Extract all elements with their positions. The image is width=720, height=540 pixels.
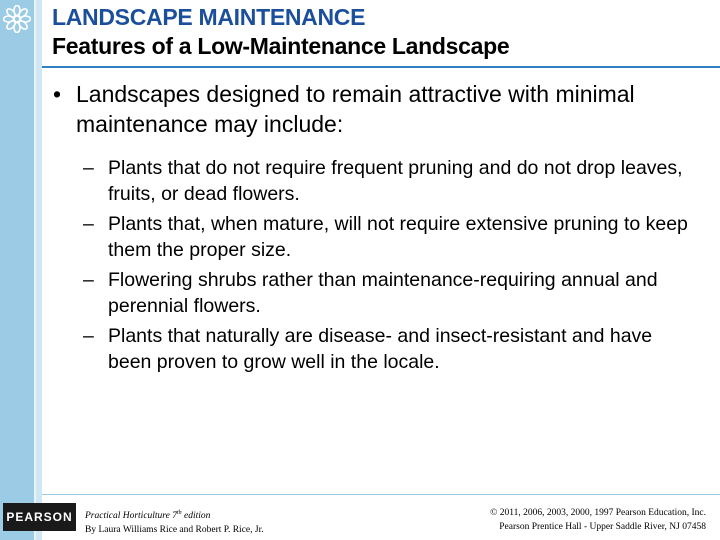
pearson-logo: PEARSON [3,503,76,531]
bullet-marker: • [53,81,62,107]
sub-bullet-text: Flowering shrubs rather than maintenance-requiring annual and perennial flowers. [108,269,658,317]
sub-bullet [83,323,692,375]
footer-book-info [85,506,264,537]
slide-title: LANDSCAPE MAINTENANCE [52,4,366,30]
sub-bullet [83,155,692,207]
publisher-text: Pearson Prentice Hall - Upper Saddle River, NJ 07458 [499,522,706,532]
flower-asterisk-icon [3,5,31,33]
sidebar-band [0,0,34,540]
main-bullet-text: Landscapes designed to remain attractive with minimal maintenance may include: [76,81,635,137]
main-bullet [52,79,692,139]
book-title [85,506,264,523]
book-title-text: Practical Horticulture 7 [85,511,177,522]
footer-divider [42,494,720,495]
sub-bullet [83,267,692,319]
dash-marker: – [83,325,94,347]
slide-subtitle: Features of a Low-Maintenance Landscape [52,33,510,59]
dash-marker: – [83,269,94,291]
sub-bullet-text: Plants that naturally are disease- and insect-resistant and have been proven to grow well in the locale. [108,325,653,373]
copyright-text: © 2011, 2006, 2003, 2000, 1997 Pearson Education, Inc. [490,508,706,518]
sub-bullet-list [52,155,692,375]
footer-copyright [490,506,706,534]
book-authors: By Laura Williams Rice and Robert P. Rice, Jr. [85,525,264,536]
book-edition-text: edition [181,511,211,522]
dash-marker: – [83,157,94,179]
dash-marker: – [83,213,94,235]
sub-bullet-text: Plants that, when mature, will not require extensive pruning to keep them the proper size. [108,213,688,261]
title-divider [42,66,720,68]
slide-body [52,79,692,379]
book-edition-sup: th [177,510,182,516]
sub-bullet-text: Plants that do not require frequent pruning and do not drop leaves, fruits, or dead flowers. [108,157,683,205]
sub-bullet [83,211,692,263]
sidebar-divider-shade [36,0,42,540]
